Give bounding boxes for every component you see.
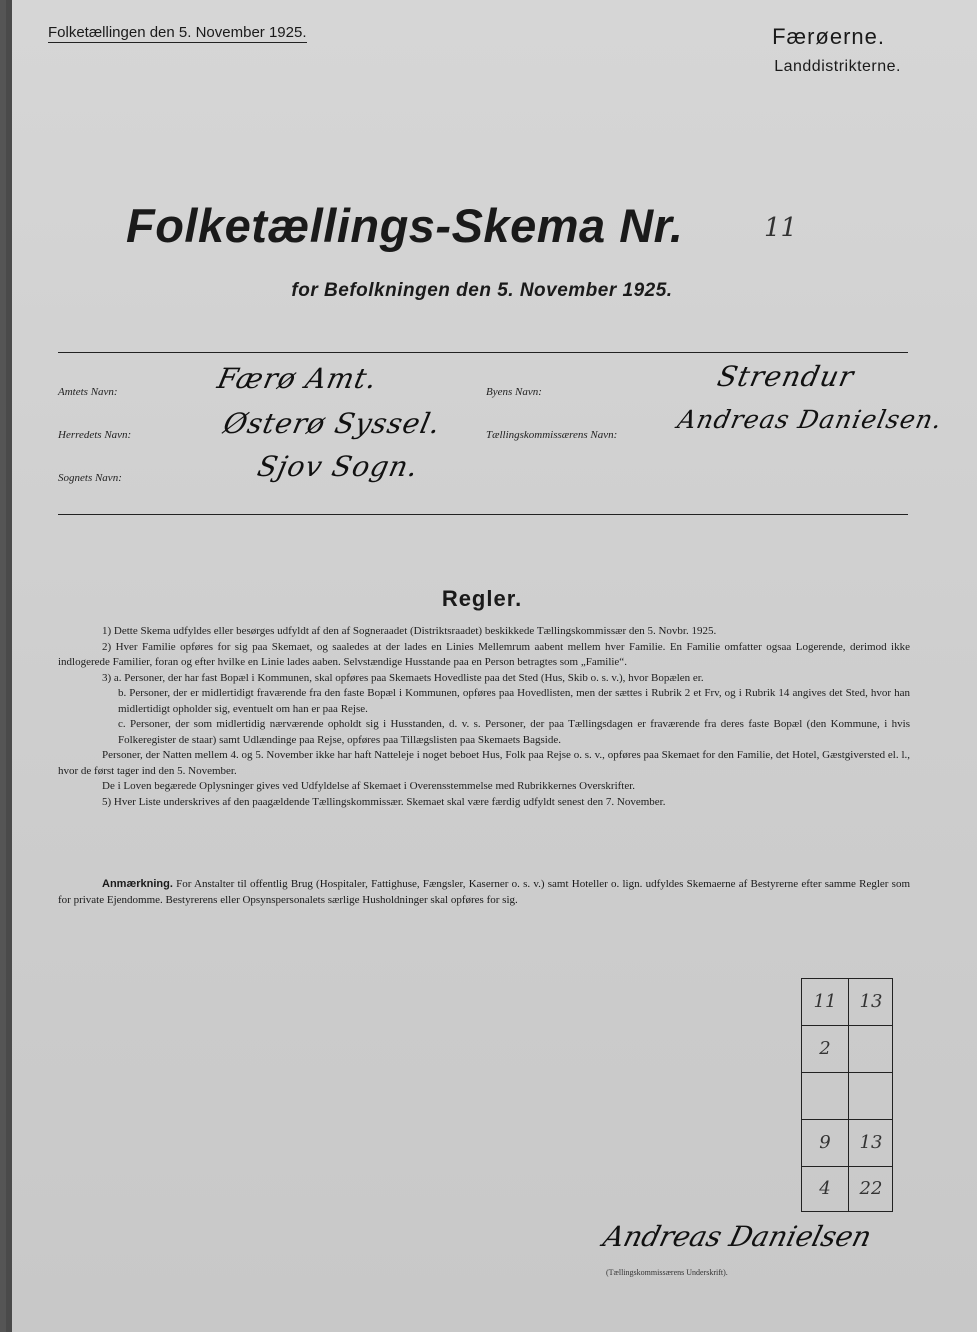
divider-bottom: [58, 514, 908, 515]
by-label: Byens Navn:: [486, 386, 542, 398]
tally-cell: 9: [819, 1132, 831, 1153]
tally-cell: 4: [819, 1178, 831, 1199]
signature-caption: (Tællingskommissærens Underskrift).: [606, 1268, 728, 1277]
region-header: Færøerne.: [772, 24, 885, 49]
form-title: Folketællings-Skema Nr.: [126, 199, 684, 252]
remark-label: Anmærkning.: [102, 878, 173, 890]
tally-cell: 13: [859, 991, 883, 1012]
commissioner-signature: Andreas Danielsen: [599, 1220, 875, 1253]
tally-cell: 13: [859, 1132, 883, 1153]
tally-cell: 22: [859, 1178, 883, 1199]
tally-cell: [848, 1026, 894, 1072]
rule-3a: 3) a. Personer, der har fast Bopæl i Kommunen, skal opføres paa Skemaets Hovedliste paa det Sted (Hus, Skib o. s. v.), hvor Bopælen er.: [102, 671, 704, 684]
tally-cell: [802, 1073, 848, 1119]
tally-box: [801, 978, 893, 1212]
by-value: Strendur: [714, 360, 858, 393]
remark-text: For Anstalter til offentlig Brug (Hospitaler, Fattighuse, Fængsler, Kaserner o. s. v.) samt Hoteller o. lign. udfyldes Skemaerne af Bestyrerne efter samme Regler som for private Ejendomme. Bestyrerens eller Opsynspersonalets særlige Husholdninger skal opføres for sig.: [58, 878, 910, 906]
sogn-label: Sognets Navn:: [58, 472, 122, 484]
amt-label: Amtets Navn:: [58, 386, 118, 398]
sogn-value: Sjov Sogn.: [254, 450, 422, 483]
rule-3c: c. Personer, der som midlertidig nærværende opholdt sig i Husstanden, d. v. s. Personer, der paa Tællingsdagen er fraværende fra deres faste Bopæl (den Kommune, i hvis Folkeregister de staar) samt Udlændinge paa Rejse, opføres paa Tillægslisten paa Skemaets Bagside.: [118, 718, 910, 746]
amt-value: Færø Amt.: [214, 362, 381, 395]
rule-4: De i Loven begærede Oplysninger gives ved Udfyldelse af Skemaet i Overensstemmelse med Rubrikkernes Overskrifter.: [102, 780, 636, 792]
tally-cell: 11: [813, 991, 837, 1012]
page-edge: [6, 0, 12, 1332]
tally-cell: [848, 1073, 894, 1119]
rule-3b: b. Personer, der er midlertidigt fraværende fra den faste Bopæl i Kommunen, opføres paa Hovedlisten, men der sættes i Rubrik 2 et Frv, og i Rubrik 14 angives det Sted, hvor han midlertidigt opholder sig, eventuelt om han er paa Rejse.: [118, 687, 910, 715]
kommissaer-value: Andreas Danielsen.: [674, 405, 946, 434]
rule-1: 1) Dette Skema udfyldes eller besørges udfyldt af den af Sogneraadet (Distriktsraadet) beskikkede Tællingskommissær den 5. Novbr. 1925.: [102, 625, 717, 637]
herred-value: Østerø Syssel.: [220, 407, 444, 440]
rule-2: 2) Hver Familie opføres for sig paa Skemaet, og saaledes at der lades en Linies Mellemrum aabent mellem hver Familie. En Familie omfatter ogsaa Logerende, derimod ikke indlogerede Familier, foran og efter hvilke en Linie lades aaben. Selvstændige Husstande paa en Person betragtes som „Familie“.: [58, 640, 910, 668]
divider-top: [58, 352, 908, 353]
remark-paragraph: [58, 876, 910, 908]
form-subtitle: for Befolkningen den 5. November 1925.: [291, 280, 673, 301]
district-header: Landdistrikterne.: [774, 58, 901, 75]
census-date-header: Folketællingen den 5. November 1925.: [48, 24, 307, 41]
rule-night: Personer, der Natten mellem 4. og 5. November ikke har haft Natteleje i noget beboet Hus, Folk paa Rejse o. s. v., opføres paa Skemaet for den Familie, det Hotel, Gæstgiversted el. l., hvor de først tager ind den 5. November.: [58, 749, 910, 777]
herred-label: Herredets Navn:: [58, 429, 132, 441]
tally-cell: 2: [819, 1038, 831, 1059]
rules-list: [58, 624, 910, 810]
rule-5: 5) Hver Liste underskrives af den paagældende Tællingskommissær. Skemaet skal være færdig udfyldt senest den 7. November.: [102, 795, 666, 808]
form-number-handwritten: 11: [764, 213, 798, 243]
rules-heading: Regler.: [441, 586, 523, 611]
kommissaer-label: Tællingskommissærens Navn:: [486, 429, 618, 441]
